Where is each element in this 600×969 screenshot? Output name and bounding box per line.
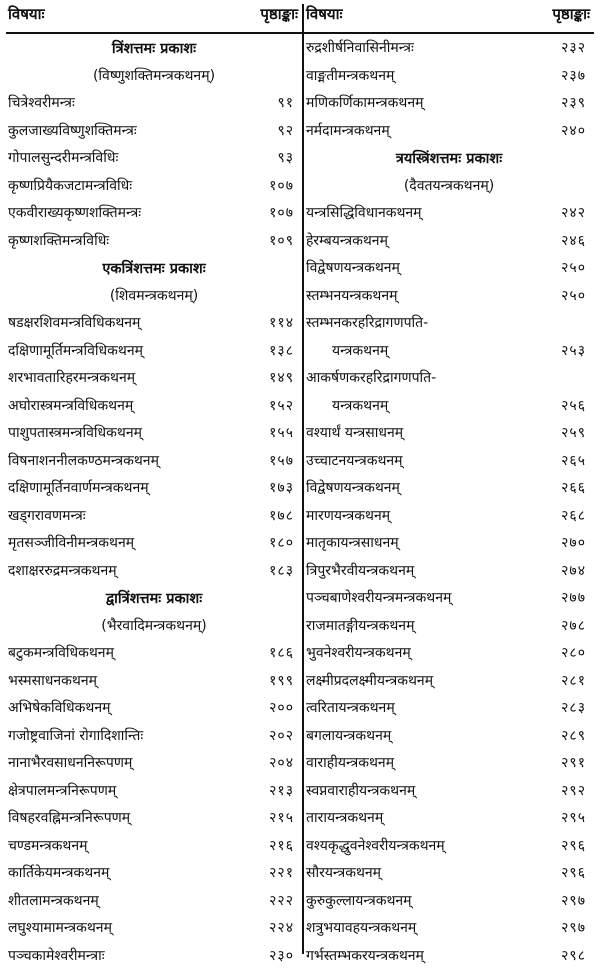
toc-entry [304, 364, 594, 392]
entry-title: स्तम्भनयन्त्रकथनम् [306, 286, 397, 305]
toc-entry [304, 887, 594, 915]
entry-title: स्तम्भनकरहरिद्रागणपति- [306, 313, 428, 332]
toc-entry [304, 227, 594, 255]
entry-title: वश्यकृद्धुवनेश्वरीयन्त्रकथनम् [306, 836, 445, 855]
entry-title: लघुश्यामामन्त्रकथनम् [8, 918, 112, 937]
toc-entry [6, 392, 302, 420]
toc-entry [304, 914, 594, 942]
toc-entry [6, 887, 302, 915]
entry-title: वाङ्मतीमन्त्रकथनम् [306, 66, 394, 85]
entry-title: यन्त्रकथनम् [332, 341, 388, 360]
entry-title: विद्वेषणयन्त्रकथनम् [306, 478, 400, 497]
toc-entry [304, 62, 594, 90]
toc-entry [304, 639, 594, 667]
entry-title: त्रिपुरभैरवीयन्त्रकथनम् [306, 561, 414, 580]
chapter-heading: त्रिंशत्तमः प्रकाशः [6, 34, 302, 62]
entry-title: यन्त्रसिद्धिविधानकथनम् [306, 203, 422, 222]
entry-page-number: २८१ [561, 671, 586, 690]
entry-title: अघोरास्त्रमन्त्रविधिकथनम् [8, 396, 133, 415]
entry-title: मणिकर्णिकामन्त्रकथनम् [306, 93, 424, 112]
entry-page-number: १०७ [269, 203, 294, 222]
entry-title: षडक्षरशिवमन्त्रविधिकथनम् [8, 313, 140, 332]
column-header [304, 4, 594, 34]
entry-title: कृष्णशक्तिमन्त्रविधिः [8, 231, 109, 250]
toc-entry [6, 89, 302, 117]
subjects-label: विषयाः [8, 4, 45, 24]
entry-page-number: २१५ [269, 808, 294, 827]
entry-page-number: १३८ [269, 341, 294, 360]
entry-page-number: २९१ [561, 753, 586, 772]
pages-label: पृष्ठाङ्काः [260, 4, 298, 24]
entry-page-number: २८३ [561, 698, 586, 717]
entry-page-number: २१३ [269, 781, 294, 800]
chapter-heading: द्वात्रिंशत्तमः प्रकाशः [6, 584, 302, 612]
entry-page-number: २२४ [269, 918, 294, 937]
toc-entry [304, 749, 594, 777]
entry-title: गोपालसुन्दरीमन्त्रविधिः [8, 148, 118, 167]
entry-page-number: १५५ [269, 423, 294, 442]
entry-page-number: २५० [561, 258, 586, 277]
entry-title: गर्भस्तम्भकरयन्त्रकथनम् [306, 946, 424, 965]
entry-title: शीतलामन्त्रकथनम् [8, 891, 99, 910]
entry-page-number: २९८ [561, 946, 586, 965]
entry-page-number: १८६ [269, 643, 294, 662]
toc-entry [304, 667, 594, 695]
entry-page-number: १४९ [269, 368, 294, 387]
entry-title: नर्मदामन्त्रकथनम् [306, 121, 390, 140]
entry-page-number: २०० [269, 698, 294, 717]
contents-page [6, 4, 594, 954]
toc-entry [6, 309, 302, 337]
toc-entry [304, 529, 594, 557]
entry-title: मारणयन्त्रकथनम् [306, 506, 390, 525]
toc-entry [6, 364, 302, 392]
toc-entry [6, 227, 302, 255]
toc-entry [304, 89, 594, 117]
entry-title: बटुकमन्त्रविधिकथनम् [8, 643, 114, 662]
entry-title: विषनाशननीलकण्ठमन्त्रकथनम् [8, 451, 159, 470]
entry-title: क्षेत्रपालमन्त्रनिरूपणम् [8, 781, 116, 800]
entry-page-number: २६६ [561, 478, 586, 497]
toc-entry [304, 804, 594, 832]
entry-page-number: २३२ [561, 38, 586, 57]
entry-page-number: २२२ [269, 891, 294, 910]
entry-title: कार्तिकेयमन्त्रकथनम् [8, 863, 109, 882]
entry-page-number: ११४ [269, 313, 294, 332]
entry-title: दशाक्षररुद्रमन्त्रकथनम् [8, 561, 117, 580]
entry-page-number: ९३ [277, 148, 294, 167]
toc-entry [304, 942, 594, 969]
toc-entry [304, 447, 594, 475]
entry-title: एकवीराख्यकृष्णशक्तिमन्त्रः [8, 203, 141, 222]
toc-entry [6, 722, 302, 750]
entry-page-number: २५० [561, 286, 586, 305]
entry-title: विषहरवह्निमन्त्रनिरूपणम् [8, 808, 130, 827]
entry-title: सौरयन्त्रकथनम् [306, 863, 381, 882]
left-entries [6, 34, 302, 969]
toc-entry [304, 612, 594, 640]
entry-page-number: २५३ [561, 341, 586, 360]
entry-title: हेरम्बयन्त्रकथनम् [306, 231, 388, 250]
toc-entry [304, 282, 594, 310]
entry-title: पञ्चबाणेश्वरीयन्त्रमन्त्रकथनम् [306, 588, 451, 607]
toc-entry [6, 337, 302, 365]
chapter-subtitle: (शिवमन्त्रकथनम्) [6, 282, 302, 310]
toc-entry [304, 694, 594, 722]
entry-title: बगलायन्त्रकथनम् [306, 726, 391, 745]
entry-title: मातृकायन्त्रसाधनम् [306, 533, 399, 552]
entry-title: मृतसञ्जीविनीमन्त्रकथनम् [8, 533, 134, 552]
toc-entry [304, 502, 594, 530]
entry-title: विद्वेषणयन्त्रकथनम् [306, 258, 400, 277]
entry-title: दक्षिणामूर्तिनवार्णमन्त्रकथनम् [8, 478, 149, 497]
entry-page-number: २९२ [561, 781, 586, 800]
subjects-label: विषयाः [306, 4, 343, 24]
toc-entry [6, 117, 302, 145]
entry-page-number: १९९ [269, 671, 294, 690]
entry-page-number: १७८ [269, 506, 294, 525]
toc-entry [6, 859, 302, 887]
toc-entry [304, 392, 594, 420]
toc-entry [6, 447, 302, 475]
entry-page-number: २९६ [561, 863, 586, 882]
pages-label: पृष्ठाङ्काः [552, 4, 590, 24]
entry-page-number: १८३ [269, 561, 294, 580]
entry-title: गजोष्ट्रवाजिनां रोगादिशान्तिः [8, 726, 143, 745]
entry-page-number: २८० [561, 643, 586, 662]
entry-page-number: २९७ [561, 891, 586, 910]
entry-title: भुवनेश्वरीयन्त्रकथनम् [306, 643, 411, 662]
entry-page-number: १७३ [269, 478, 294, 497]
left-column [6, 4, 304, 954]
entry-title: अभिषेकविधिकथनम् [8, 698, 111, 717]
entry-title: वश्यार्थं यन्त्रसाधनम् [306, 423, 403, 442]
entry-page-number: २९६ [561, 836, 586, 855]
toc-entry [304, 309, 594, 337]
toc-entry [6, 639, 302, 667]
entry-page-number: २५९ [561, 423, 586, 442]
toc-entry [6, 667, 302, 695]
entry-page-number: २८९ [561, 726, 586, 745]
entry-page-number: २९७ [561, 918, 586, 937]
entry-title: स्वप्नवाराहीयन्त्रकथनम् [306, 781, 415, 800]
entry-page-number: ९१ [277, 93, 294, 112]
toc-entry [6, 199, 302, 227]
toc-entry [6, 942, 302, 969]
entry-title: त्वरितायन्त्रकथनम् [306, 698, 395, 717]
toc-entry [304, 199, 594, 227]
entry-page-number: २७० [561, 533, 586, 552]
toc-entry [304, 419, 594, 447]
entry-title: आकर्षणकरहरिद्रागणपति- [306, 368, 436, 387]
entry-page-number: २६५ [561, 451, 586, 470]
entry-title: चित्रेश्वरीमन्त्रः [8, 93, 75, 112]
entry-title: शत्रुभयावहयन्त्रकथनम् [306, 918, 416, 937]
chapter-subtitle: (विष्णुशक्तिमन्त्रकथनम्) [6, 62, 302, 90]
entry-page-number: २४२ [561, 203, 586, 222]
entry-page-number: २०२ [269, 726, 294, 745]
entry-title: यन्त्रकथनम् [332, 396, 388, 415]
entry-title: उच्चाटनयन्त्रकथनम् [306, 451, 403, 470]
entry-page-number: ९२ [277, 121, 294, 140]
chapter-heading: त्रयस्त्रिंशत्तमः प्रकाशः [304, 144, 594, 172]
entry-page-number: २०४ [269, 753, 294, 772]
entry-page-number: २९५ [561, 808, 586, 827]
entry-title: लक्ष्मीप्रदलक्ष्मीयन्त्रकथनम् [306, 671, 433, 690]
entry-page-number: २३९ [561, 93, 586, 112]
toc-entry [6, 502, 302, 530]
entry-page-number: २४० [561, 121, 586, 140]
toc-entry [304, 859, 594, 887]
entry-page-number: १८० [269, 533, 294, 552]
entry-page-number: १५२ [269, 396, 294, 415]
entry-page-number: १५७ [269, 451, 294, 470]
entry-title: पञ्चकामेश्वरीमन्त्राः [8, 946, 105, 965]
entry-title: नानाभैरवसाधननिरूपणम् [8, 753, 132, 772]
toc-entry [304, 777, 594, 805]
entry-title: चण्डमन्त्रकथनम् [8, 836, 88, 855]
toc-entry [304, 337, 594, 365]
chapter-subtitle: (भैरवादिमन्त्रकथनम्) [6, 612, 302, 640]
toc-entry [304, 557, 594, 585]
entry-title: तारायन्त्रकथनम् [306, 808, 383, 827]
toc-entry [6, 172, 302, 200]
entry-title: कुलजाख्यविष्णुशक्तिमन्त्रः [8, 121, 137, 140]
entry-page-number: २३० [269, 946, 294, 965]
toc-entry [6, 474, 302, 502]
toc-entry [6, 749, 302, 777]
entry-page-number: २४६ [561, 231, 586, 250]
toc-entry [304, 34, 594, 62]
toc-entry [6, 777, 302, 805]
entry-title: रुद्रशीर्षनिवासिनीमन्त्रः [306, 38, 414, 57]
toc-entry [6, 804, 302, 832]
entry-page-number: २७४ [561, 561, 586, 580]
entry-title: खड्गरावणमन्त्रः [8, 506, 86, 525]
entry-title: कुरुकुल्लायन्त्रकथनम् [306, 891, 412, 910]
toc-entry [304, 474, 594, 502]
toc-entry [6, 529, 302, 557]
chapter-subtitle: (दैवतयन्त्रकथनम्) [304, 172, 594, 200]
entry-page-number: २५६ [561, 396, 586, 415]
entry-title: कृष्णप्रियैकजटामन्त्रविधिः [8, 176, 132, 195]
entry-page-number: २१६ [269, 836, 294, 855]
entry-title: पाशुपतास्त्रमन्त्रविधिकथनम् [8, 423, 142, 442]
toc-entry [6, 144, 302, 172]
entry-page-number: १०७ [269, 176, 294, 195]
entry-title: राजमातङ्गीयन्त्रकथनम् [306, 616, 414, 635]
toc-entry [304, 584, 594, 612]
entry-page-number: १०९ [269, 231, 294, 250]
chapter-heading: एकत्रिंशत्तमः प्रकाशः [6, 254, 302, 282]
toc-entry [304, 117, 594, 145]
entry-page-number: २६८ [561, 506, 586, 525]
toc-entry [304, 832, 594, 860]
toc-entry [304, 722, 594, 750]
column-header [6, 4, 302, 34]
toc-entry [6, 694, 302, 722]
entry-title: दक्षिणामूर्तिमन्त्रविधिकथनम् [8, 341, 143, 360]
toc-entry [304, 254, 594, 282]
entry-title: भस्मसाधनकथनम् [8, 671, 97, 690]
entry-title: शरभावतारिहरमन्त्रकथनम् [8, 368, 135, 387]
toc-entry [6, 914, 302, 942]
toc-entry [6, 832, 302, 860]
entry-page-number: २३७ [561, 66, 586, 85]
right-column [304, 4, 594, 954]
right-entries [304, 34, 594, 969]
entry-page-number: २७७ [561, 588, 586, 607]
entry-title: वाराहीयन्त्रकथनम् [306, 753, 394, 772]
entry-page-number: २२१ [269, 863, 294, 882]
entry-page-number: २७८ [561, 616, 586, 635]
toc-entry [6, 557, 302, 585]
toc-entry [6, 419, 302, 447]
